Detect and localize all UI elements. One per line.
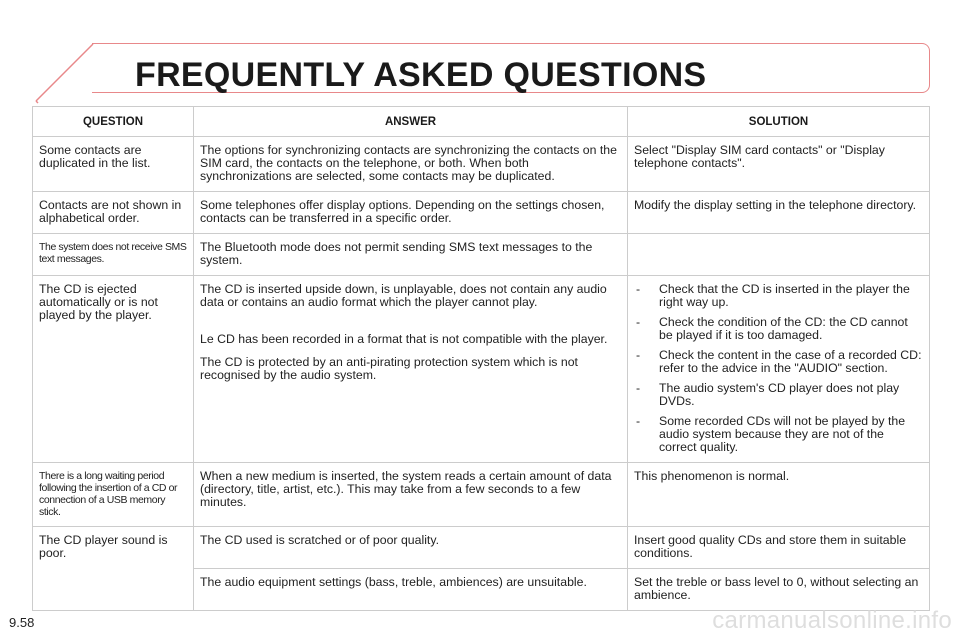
solution-step: - The audio system's CD player does not play DVDs. xyxy=(634,382,923,408)
solution-cell: Insert good quality CDs and store them in suitable conditions. xyxy=(628,527,930,569)
column-header-question: QUESTION xyxy=(33,107,194,137)
solution-step: - Some recorded CDs will not be played by the audio system because they are not of the correct quality. xyxy=(634,415,923,454)
column-header-solution: SOLUTION xyxy=(628,107,930,137)
solution-cell xyxy=(628,276,930,463)
answer-cell: When a new medium is inserted, the system reads a certain amount of data (directory, title, artist, etc.). This may take from a few seconds to a few minutes. xyxy=(194,463,628,527)
answer-cell: Some telephones offer display options. Depending on the settings chosen, contacts can be transferred in a specific order. xyxy=(194,192,628,234)
table-row xyxy=(33,137,930,192)
answer-cell: The Bluetooth mode does not permit sending SMS text messages to the system. xyxy=(194,234,628,276)
page-title: FREQUENTLY ASKED QUESTIONS xyxy=(135,56,707,94)
question-cell: Some contacts are duplicated in the list. xyxy=(33,137,194,192)
watermark: carmanualsonline.info xyxy=(712,607,952,634)
question-cell: There is a long waiting period following the insertion of a CD or connection of a USB memory stick. xyxy=(33,463,194,527)
solution-list xyxy=(634,283,923,454)
question-cell: Contacts are not shown in alphabetical order. xyxy=(33,192,194,234)
question-cell: The system does not receive SMS text messages. xyxy=(33,234,194,276)
table-row xyxy=(33,527,930,569)
table-row xyxy=(33,192,930,234)
answer-paragraph: Le CD has been recorded in a format that is not compatible with the player. xyxy=(200,332,608,346)
solution-step: - Check the condition of the CD: the CD cannot be played if it is too damaged. xyxy=(634,316,923,342)
question-cell: The CD is ejected automatically or is not played by the player. xyxy=(33,276,194,463)
column-header-answer: ANSWER xyxy=(194,107,628,137)
answer-cell: The options for synchronizing contacts are synchronizing the contacts on the SIM card, the contacts on the telephone, or both. When both synchronizations are selected, some contacts may be duplicated. xyxy=(194,137,628,192)
answer-cell: The audio equipment settings (bass, treble, ambiences) are unsuitable. xyxy=(194,569,628,611)
solution-cell: This phenomenon is normal. xyxy=(628,463,930,527)
solution-cell xyxy=(628,234,930,276)
table-row xyxy=(33,234,930,276)
table-row xyxy=(33,276,930,463)
table-row xyxy=(33,463,930,527)
answer-paragraph: The CD is inserted upside down, is unplayable, does not contain any audio data or contains an audio format which the player cannot play. xyxy=(200,282,607,309)
faq-table xyxy=(32,106,930,611)
table-header-row xyxy=(33,107,930,137)
solution-cell: Set the treble or bass level to 0, without selecting an ambience. xyxy=(628,569,930,611)
answer-paragraph: The CD is protected by an anti-pirating protection system which is not recognised by the audio system. xyxy=(200,355,578,382)
solution-step: - Check that the CD is inserted in the player the right way up. xyxy=(634,283,923,309)
answer-cell xyxy=(194,276,628,463)
answer-cell: The CD used is scratched or of poor quality. xyxy=(194,527,628,569)
solution-cell: Select "Display SIM card contacts" or "Display telephone contacts". xyxy=(628,137,930,192)
solution-step: - Check the content in the case of a recorded CD: refer to the advice in the "AUDIO" section. xyxy=(634,349,923,375)
page-number: 9.58 xyxy=(9,615,35,630)
question-cell: The CD player sound is poor. xyxy=(33,527,194,611)
solution-cell: Modify the display setting in the telephone directory. xyxy=(628,192,930,234)
